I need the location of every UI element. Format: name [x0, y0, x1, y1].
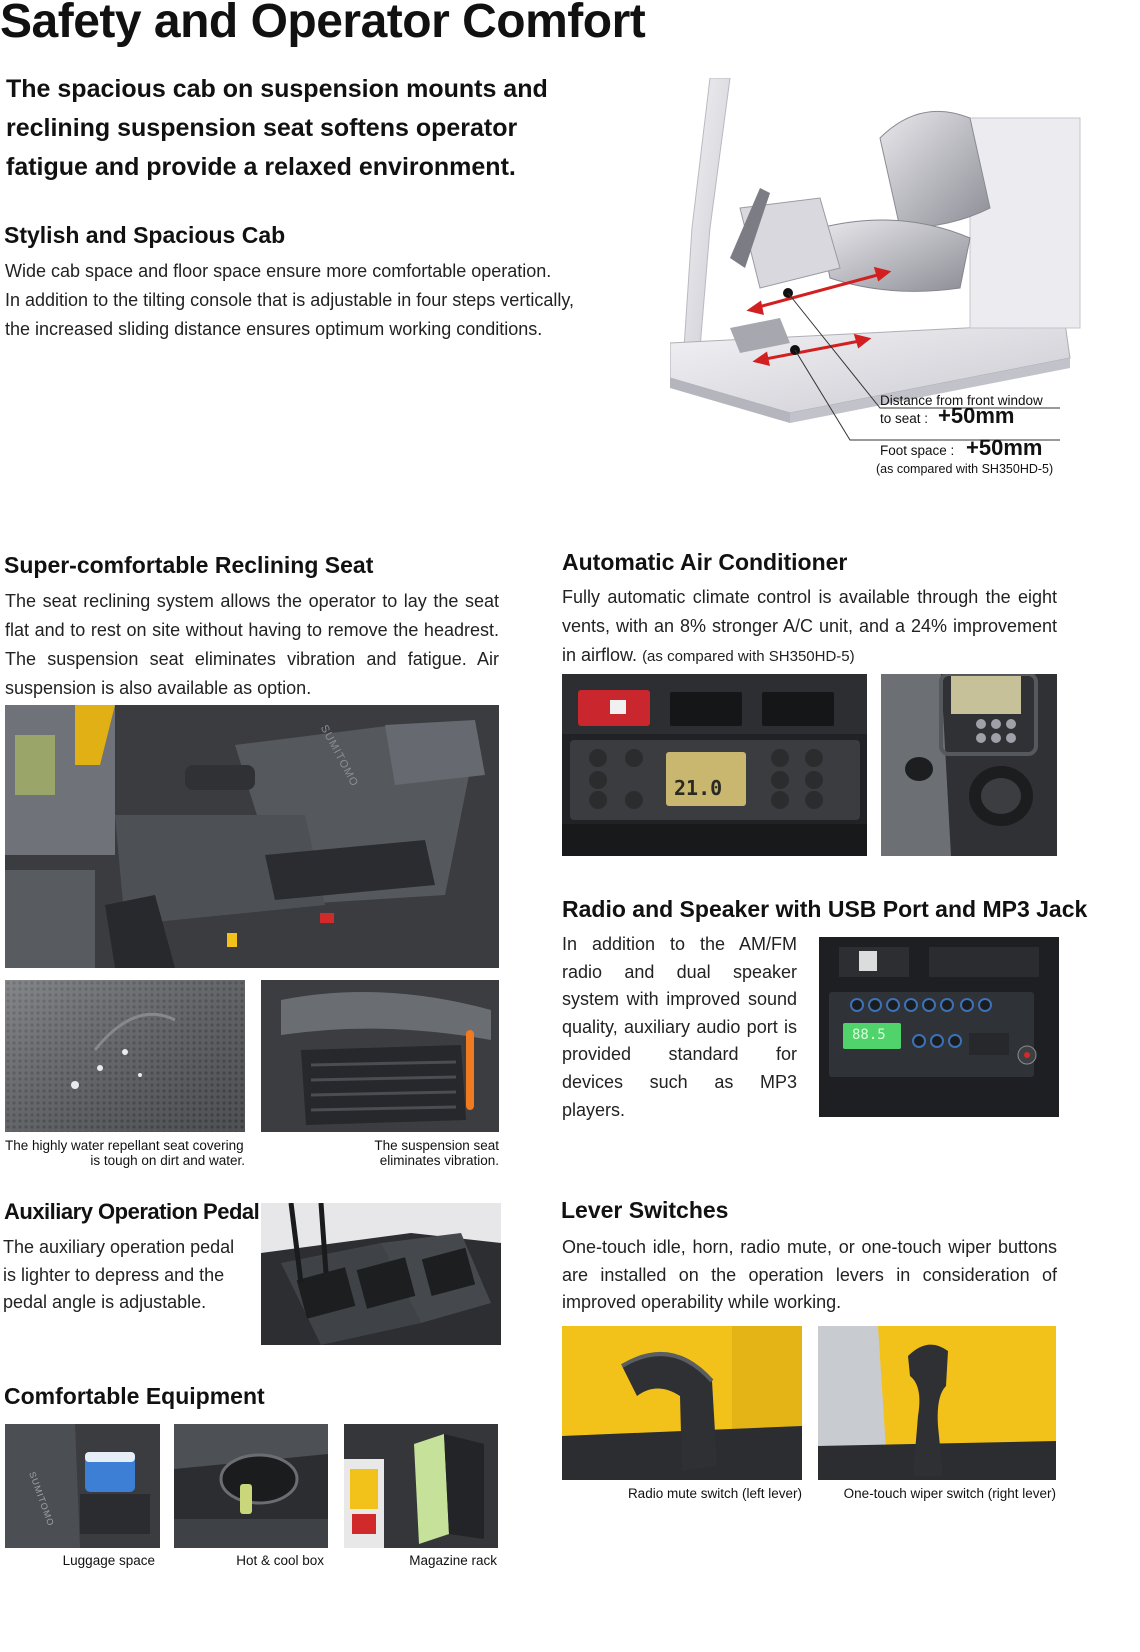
climate-control-panel-photo — [562, 674, 867, 856]
aircon-note: (as compared with SH350HD-5) — [642, 648, 855, 665]
hot-cool-box-caption: Hot & cool box — [236, 1553, 324, 1568]
hot-cool-box-photo — [174, 1424, 328, 1548]
seat-cover-caption — [5, 1138, 245, 1168]
cab-text-line: the increased sliding distance ensures optimum working conditions. — [5, 319, 543, 339]
magazine-rack-caption: Magazine rack — [409, 1553, 497, 1568]
equipment-heading: Comfortable Equipment — [4, 1383, 265, 1409]
lead-paragraph: The spacious cab on suspension mounts and reclining suspension seat softens operator fatigue and provide a relaxed environment. — [6, 75, 548, 181]
vent-and-monitor-photo — [881, 674, 1057, 856]
page-title: Safety and Operator Comfort — [0, 0, 646, 48]
caption-line: eliminates vibration. — [379, 1153, 499, 1168]
seat-distance-value: +50mm — [938, 403, 1015, 428]
operation-pedal-photo — [261, 1203, 501, 1345]
reclining-seat-photo — [5, 705, 499, 968]
aircon-heading: Automatic Air Conditioner — [562, 549, 848, 575]
cab-text-line: In addition to the tilting console that is adjustable in four steps vertically, — [5, 290, 574, 310]
luggage-space-photo — [5, 1424, 160, 1548]
cab-text-line: Wide cab space and floor space ensure more comfortable operation. — [5, 261, 552, 281]
left-lever-caption: Radio mute switch (left lever) — [627, 1486, 802, 1501]
caption-line: The suspension seat — [374, 1138, 499, 1153]
radio-unit-photo — [819, 937, 1059, 1117]
lever-heading: Lever Switches — [561, 1197, 729, 1223]
cab-heading: Stylish and Spacious Cab — [4, 222, 286, 248]
suspension-seat-caption — [261, 1138, 499, 1168]
radio-heading: Radio and Speaker with USB Port and MP3 Jack — [562, 896, 1088, 922]
seat-distance-label-2: to seat : — [880, 411, 929, 426]
comparison-note: (as compared with SH350HD-5) — [876, 462, 1054, 476]
radio-text: In addition to the AM/FM radio and dual speaker system with improved sound quality, auxiliary audio port is provided standard for devices such as MP3 players. — [562, 934, 797, 1120]
radio-lcd-readout: 88.5 — [852, 1027, 886, 1043]
pedal-heading: Auxiliary Operation Pedal — [4, 1199, 260, 1224]
climate-lcd-readout: 21.0 — [674, 776, 723, 800]
seat-text: The seat reclining system allows the operator to lay the seat flat and to rest on site without having to remove the headrest. The suspension seat eliminates vibration and fatigue. Air suspension is also available as option. — [5, 591, 499, 698]
aircon-text — [562, 583, 1057, 671]
right-lever-photo — [818, 1326, 1056, 1480]
foot-space-label: Foot space : — [880, 443, 955, 458]
luggage-seat-brand-mark: SUMITOMO — [27, 1470, 57, 1528]
seat-distance-label: Distance from front window — [880, 393, 1043, 408]
suspension-seat-photo — [261, 980, 499, 1132]
seat-heading: Super-comfortable Reclining Seat — [4, 552, 374, 578]
caption-line: The highly water repellant seat covering — [5, 1138, 244, 1153]
seat-brand-mark: SUMITOMO — [317, 723, 361, 789]
aircon-text-body: Fully automatic climate control is available through the eight vents, with an 8% stronger A/C unit, and a 24% improvement in airflow. — [562, 587, 1057, 665]
lever-text: One-touch idle, horn, radio mute, or one-touch wiper buttons are installed on the operation levers in consideration of improved operability while working. — [562, 1237, 1057, 1313]
magazine-rack-photo — [344, 1424, 498, 1548]
foot-space-value: +50mm — [966, 435, 1043, 460]
cab-text — [5, 257, 665, 344]
water-repellant-cover-photo — [5, 980, 245, 1132]
caption-line: is tough on dirt and water. — [90, 1153, 245, 1168]
pedal-text: The auxiliary operation pedal is lighter to depress and the pedal angle is adjustable. — [3, 1237, 235, 1313]
right-lever-caption: One-touch wiper switch (right lever) — [843, 1486, 1056, 1501]
luggage-caption: Luggage space — [62, 1553, 155, 1568]
left-lever-photo — [562, 1326, 802, 1480]
